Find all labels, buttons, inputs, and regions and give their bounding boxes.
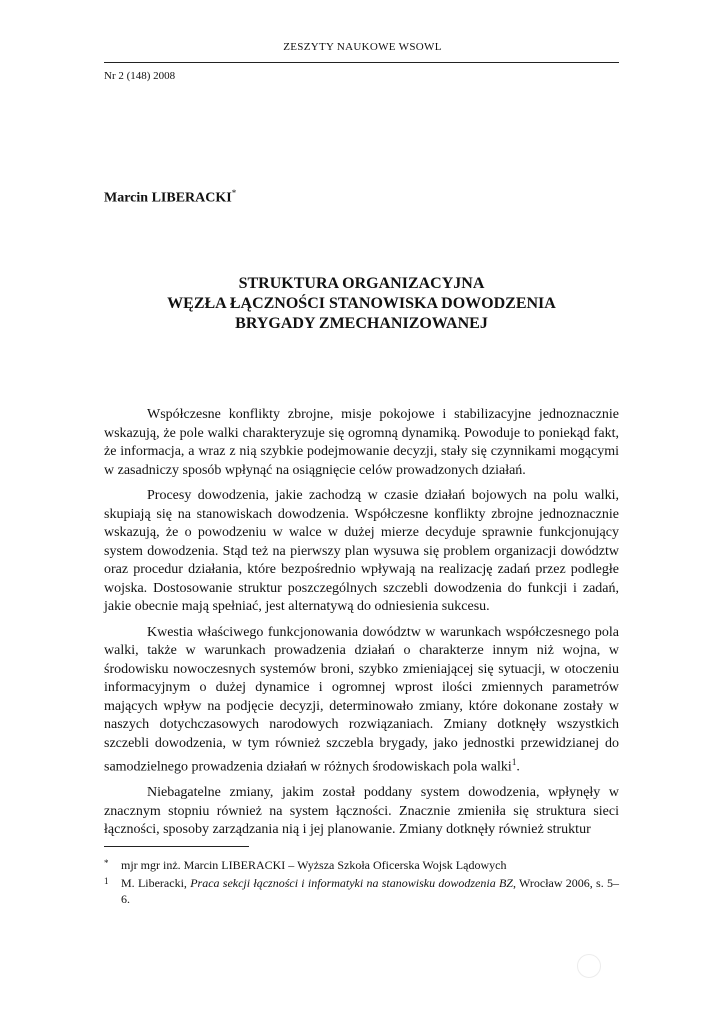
paragraph-3-end: . [516, 759, 520, 775]
paragraph-3-text: Kwestia właściwego funkcjonowania dowództw w warunkach współczesnego pola walki, także w warunkach prowadzenia działań o charakterze innym niż wojna, w środowisku nowoczesnych systemów broni, szybko zmieniającej się sytuacji, w otoczeniu informacyjnym o dużej dynamice i ogromnej wprost ilości zmiennych parametrów mających wpływ na podjęcie decyzji, determinowało zmiany, które dokonane zostały w naszych dotychczasowych narodowych rozwiązaniach. Zmiany dotknęły wszystkich szczebli dowodzenia, w tym również szczebla brygady, jako jednostki przewidzianej do samodzielnego prowadzenia działań w różnych środowiskach pola walki [104, 624, 619, 775]
watermark-icon [577, 954, 601, 978]
author-name [104, 188, 236, 207]
footnote-author [104, 857, 619, 873]
author-name-text: Marcin LIBERACKI [104, 190, 232, 206]
article-title [104, 274, 619, 334]
header-rule [104, 62, 619, 63]
issue-number: Nr 2 (148) 2008 [104, 70, 176, 82]
journal-title: ZESZYTY NAUKOWE WSOWL [283, 41, 442, 53]
footnote-text: mjr mgr inż. Marcin LIBERACKI – Wyższa Szkoła Oficerska Wojsk Lądowych [121, 858, 507, 872]
paragraph-3 [104, 624, 619, 778]
footnote-citation-details: , Wrocław 2006, s. 5–6. [121, 876, 619, 906]
article-body [104, 406, 619, 847]
footnote-rule [104, 846, 249, 847]
footnote-citation-author: M. Liberacki, [121, 876, 191, 890]
footnote-ref-1: 1 [511, 757, 517, 767]
footnotes [104, 857, 619, 909]
footnote-mark: * [104, 858, 109, 868]
paragraph-1: Współczesne konflikty zbrojne, misje pokojowe i stabilizacyjne jednoznacznie wskazują, że pole walki charakteryzuje się ogromną dynamiką. Powoduje to poniekąd fakt, że informacja, a wraz z nią szybkie podejmowanie decyzji, stały się czynnikami mogącymi w zasadniczy sposób wpłynąć na osiągnięcie celów prowadzonych działań. [104, 407, 619, 478]
footnote-citation-title: Praca sekcji łączności i informatyki na stanowisku dowodzenia BZ [190, 876, 513, 890]
footnote-1 [104, 875, 619, 907]
author-footnote-mark: * [231, 188, 237, 198]
title-line-1: STRUKTURA ORGANIZACYJNA [238, 275, 485, 292]
title-line-3: BRYGADY ZMECHANIZOWANEJ [235, 315, 488, 332]
paragraph-2: Procesy dowodzenia, jakie zachodzą w czasie działań bojowych na polu walki, skupiają się na stanowiskach dowodzenia. Współczesne konflikty zbrojne jednoznacznie wskazują, że o powodzeniu w walce w dużej mierze decyduje sprawnie funkcjonujący system dowodzenia. Stąd też na pierwszy plan wysuwa się problem organizacji dowództw oraz procedur działania, które bezpośrednio wpływają na realizację zadań przez podległe wojska. Dostosowanie struktur poszczególnych szczebli dowodzenia do funkcji i zadań, jakie obecnie mają spełniać, jest alternatywą do odniesienia sukcesu. [104, 488, 619, 614]
title-line-2: WĘZŁA ŁĄCZNOŚCI STANOWISKA DOWODZENIA [167, 295, 556, 312]
paragraph-4: Niebagatelne zmiany, jakim został poddany system dowodzenia, wpłynęły w znacznym stopniu również na system łączności. Znacznie zmieniła się struktura sieci łączności, sposoby zarządzania nią i jej planowanie. Zmiany dotknęły również struktur [104, 785, 619, 838]
footnote-mark: 1 [104, 876, 109, 886]
footnote-text [121, 875, 619, 907]
